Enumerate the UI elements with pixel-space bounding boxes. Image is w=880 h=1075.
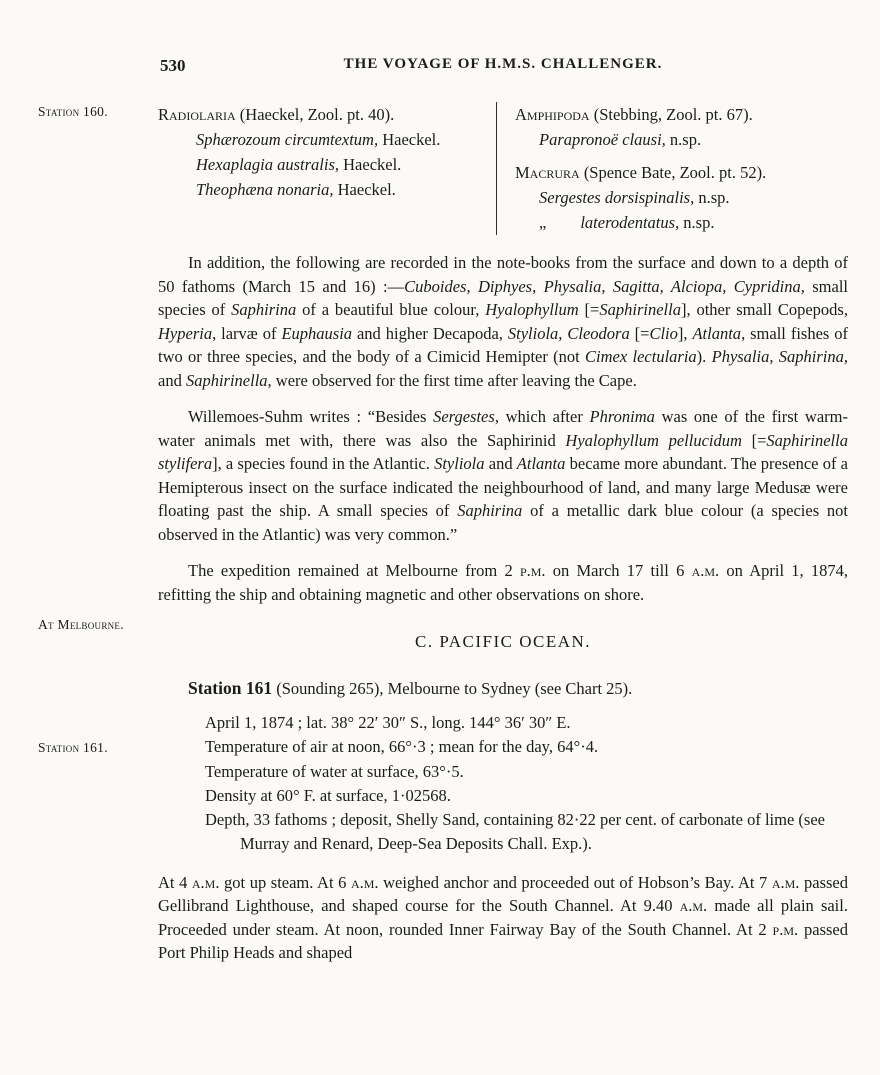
species-item: „ laterodentatus, n.sp. bbox=[539, 213, 715, 232]
species-column-left bbox=[158, 102, 496, 235]
species-item: Sergestes dorsispinalis, n.sp. bbox=[539, 188, 730, 207]
paragraph-willemoes-suhm-quote: Willemoes-Suhm writes : “Besides Sergestes, which after Phronima was one of the first warm-water animals met with, there was also the Saphirinid Hyalophyllum pellucidum [=Saphirinella stylifera], a species found in the Atlantic. Styliola and Atlanta became more abundant. The presence of a Hemipterous insect on the surface indicated the neighbourhood of land, and many large Medusæ were floating past the ship. A small species of Saphirina of a metallic dark blue colour (a species not observed in the Atlantic) was very common.” bbox=[158, 407, 848, 544]
species-item: Sphærozoum circumtextum, Haeckel. bbox=[196, 130, 441, 149]
station-161-heading: Station 161 (Sounding 265), Melbourne to Sydney (see Chart 25). bbox=[188, 678, 633, 698]
species-column-right bbox=[496, 102, 848, 235]
page-content bbox=[158, 56, 848, 965]
paragraph-melbourne-stay: The expedition remained at Melbourne from 2 p.m. on March 17 till 6 a.m. on April 1, 1874, refitting the ship and obtaining magnetic and other observations on shore. bbox=[158, 561, 848, 604]
margin-note-station-161: Station 161. bbox=[38, 740, 108, 755]
running-title: THE VOYAGE OF H.M.S. CHALLENGER. bbox=[343, 56, 663, 72]
page-number: 530 bbox=[160, 56, 186, 75]
margin-note-at-melbourne: At Melbourne. bbox=[38, 617, 124, 632]
station-detail-density: Density at 60° F. at surface, 1·02568. bbox=[205, 785, 451, 805]
species-group-heading-macrura: Macrura (Spence Bate, Zool. pt. 52). bbox=[515, 163, 767, 182]
station-detail-air-temperature: Temperature of air at noon, 66°·3 ; mean for the day, 64°·4. bbox=[205, 737, 599, 757]
paragraph-departure-log: At 4 a.m. got up steam. At 6 a.m. weighed anchor and proceeded out of Hobson’s Bay. At 7 a.m. passed Gellibrand Lighthouse, and shaped course for the South Channel. At 9.40 a.m. made all plain sail. Proceeded under steam. At noon, rounded Inner Fairway Bay of the South Channel. At 2 p.m. passed Port Philip Heads and shaped bbox=[158, 872, 848, 963]
species-item: Theophæna nonaria, Haeckel. bbox=[196, 180, 396, 199]
species-item: Parapronoë clausi, n.sp. bbox=[539, 130, 702, 149]
page-header bbox=[158, 56, 848, 76]
paragraph-surface-records: In addition, the following are recorded in the note-books from the surface and down to a depth of 50 fathoms (March 15 and 16) :—Cuboides, Diphyes, Physalia, Sagitta, Alciopa, Cypridina, small species of Saphirina of a beautiful blue colour, Hyalophyllum [=Saphirinella], other small Copepods, Hyperia, larvæ of Euphausia and higher Decapoda, Styliola, Cleodora [=Clio], Atlanta, small fishes of two or three species, and the body of a Cimicid Hemipter (not Cimex lectularia). Physalia, Saphirina, and Saphirinella, were observed for the first time after leaving the Cape. bbox=[158, 253, 849, 390]
station-161-details bbox=[158, 711, 848, 857]
species-group-heading-radiolaria: Radiolaria (Haeckel, Zool. pt. 40). bbox=[158, 105, 395, 124]
station-detail-date-position: April 1, 1874 ; lat. 38° 22′ 30″ S., long. 144° 36′ 30″ E. bbox=[205, 713, 571, 732]
species-list-section bbox=[158, 102, 848, 235]
species-group-heading-amphipoda: Amphipoda (Stebbing, Zool. pt. 67). bbox=[515, 105, 753, 124]
species-item: Hexaplagia australis, Haeckel. bbox=[196, 155, 402, 174]
section-heading-pacific-ocean: C. PACIFIC OCEAN. bbox=[414, 632, 592, 651]
station-detail-depth-deposit: Depth, 33 fathoms ; deposit, Shelly Sand, containing 82·22 per cent. of carbonate of lime (see Murray and Renard, Deep-Sea Deposits Chall. Exp.). bbox=[205, 810, 825, 854]
margin-note-station-160: Station 160. bbox=[38, 104, 108, 119]
station-detail-water-temperature: Temperature of water at surface, 63°·5. bbox=[205, 761, 464, 781]
